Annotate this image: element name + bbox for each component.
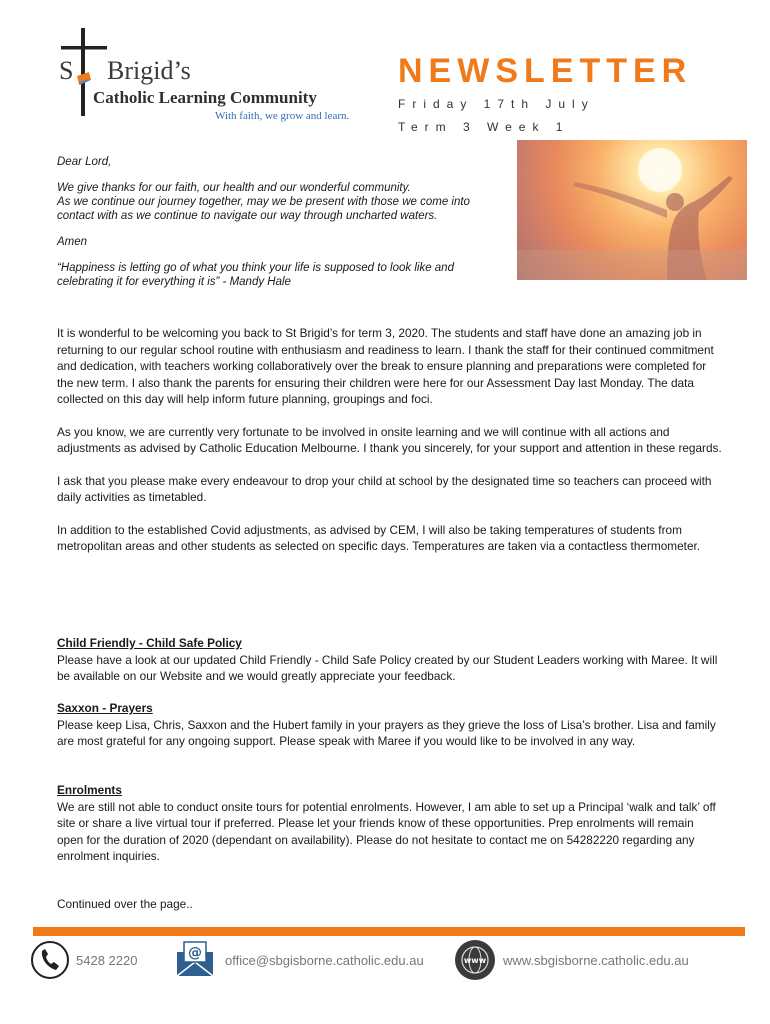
logo-community: Catholic Learning Community (93, 88, 317, 107)
section-child-safe-policy (57, 635, 722, 685)
paragraph-onsite: As you know, we are currently very fortunate to be involved in onsite learning and we will continue with all actions and adjustments as advised by Catholic Education Melbourne. I thank you sincerely, for your support and attention in these regards. (57, 424, 722, 455)
footer-phone[interactable] (30, 940, 137, 980)
website-url[interactable]: www.sbgisborne.catholic.edu.au (503, 952, 689, 968)
school-logo (55, 28, 355, 128)
prayer-block (57, 155, 507, 301)
newsletter-date: Friday 17th July (398, 97, 595, 111)
paragraph-dropoff: I ask that you please make every endeavour to drop your child at school by the designated time so teachers can proceed with daily activities as timetabled. (57, 473, 712, 504)
section-text: Please keep Lisa, Chris, Saxxon and the Hubert family in your prayers as they grieve the loss of Lisa’s brother. Lisa and family are most grateful for any ongoing support. Please speak with Maree if you would like to be involved in any way. (57, 717, 716, 748)
email-address[interactable]: office@sbgisborne.catholic.edu.au (225, 952, 424, 968)
newsletter-title: NEWSLETTER (398, 52, 693, 90)
section-heading: Enrolments (57, 783, 122, 797)
newsletter-term: Term 3 Week 1 (398, 120, 570, 134)
footer-email[interactable] (175, 940, 424, 980)
section-heading: Saxxon - Prayers (57, 701, 153, 715)
person-silhouette (517, 140, 747, 280)
prayer-line-2: As we continue our journey together, may we be present with those we come into contact with as we continue to navigate our way through uncharted waters. (57, 196, 470, 222)
prayer-amen: Amen (57, 236, 88, 248)
footer-website[interactable] (455, 940, 689, 980)
logo-school-name: Brigid’s (107, 56, 191, 85)
prayer-line-1: We give thanks for our faith, our health and our wonderful community. (57, 182, 411, 194)
logo-tagline: With faith, we grow and learn. (215, 110, 350, 122)
globe-icon (455, 940, 495, 980)
prayer-quote: “Happiness is letting go of what you think your life is supposed to look like and celebrating it for everything it is” - Mandy Hale (57, 262, 454, 288)
email-icon-glyph: @ (188, 945, 202, 961)
footer-divider (33, 927, 745, 936)
sunset-photo (517, 140, 747, 280)
email-icon (175, 940, 215, 980)
section-text: Please have a look at our updated Child Friendly - Child Safe Policy created by our Student Leaders working with Maree. It will be available on our Website and we would greatly appreciate your feedback. (57, 652, 718, 683)
continued-note: Continued over the page.. (57, 897, 193, 911)
logo-st: S (59, 56, 74, 85)
phone-icon (30, 940, 70, 980)
prayer-salutation: Dear Lord, (57, 156, 112, 168)
section-enrolments (57, 782, 722, 865)
section-heading: Child Friendly - Child Safe Policy (57, 636, 242, 650)
section-prayers (57, 700, 722, 750)
paragraph-welcome: It is wonderful to be welcoming you back to St Brigid’s for term 3, 2020. The students and staff have done an amazing job in returning to our regular school routine with enthusiasm and readiness to learn. I thank the staff for their continued commitment and dedication, with teachers working collaboratively over the break to ensure planning and preparations were completed for the new term. I also thank the parents for ensuring their children were here for our Assessment Day last Monday. The data collected on this day will help inform future planning, groupings and foci. (57, 326, 714, 406)
www-icon-glyph: www (463, 956, 487, 965)
paragraph-covid: In addition to the established Covid adjustments, as advised by CEM, I will also be taking temperatures of students from metropolitan areas and other students as selected on specific days. Temperatures are taken via a contactless thermometer. (57, 522, 701, 553)
phone-number[interactable]: 5428 2220 (76, 952, 138, 968)
principal-message (57, 325, 722, 571)
section-text: We are still not able to conduct onsite tours for potential enrolments. However, I am able to set up a Principal ‘walk and talk’ off site or share a live virtual tour if preferred. Please let your friends know of these opportunities. Prep enrolments will remain open for the duration of 2020 (dependant on availability). Please do not hesitate to contact me on 54282220 regarding any enrolment inquiries. (57, 799, 716, 863)
